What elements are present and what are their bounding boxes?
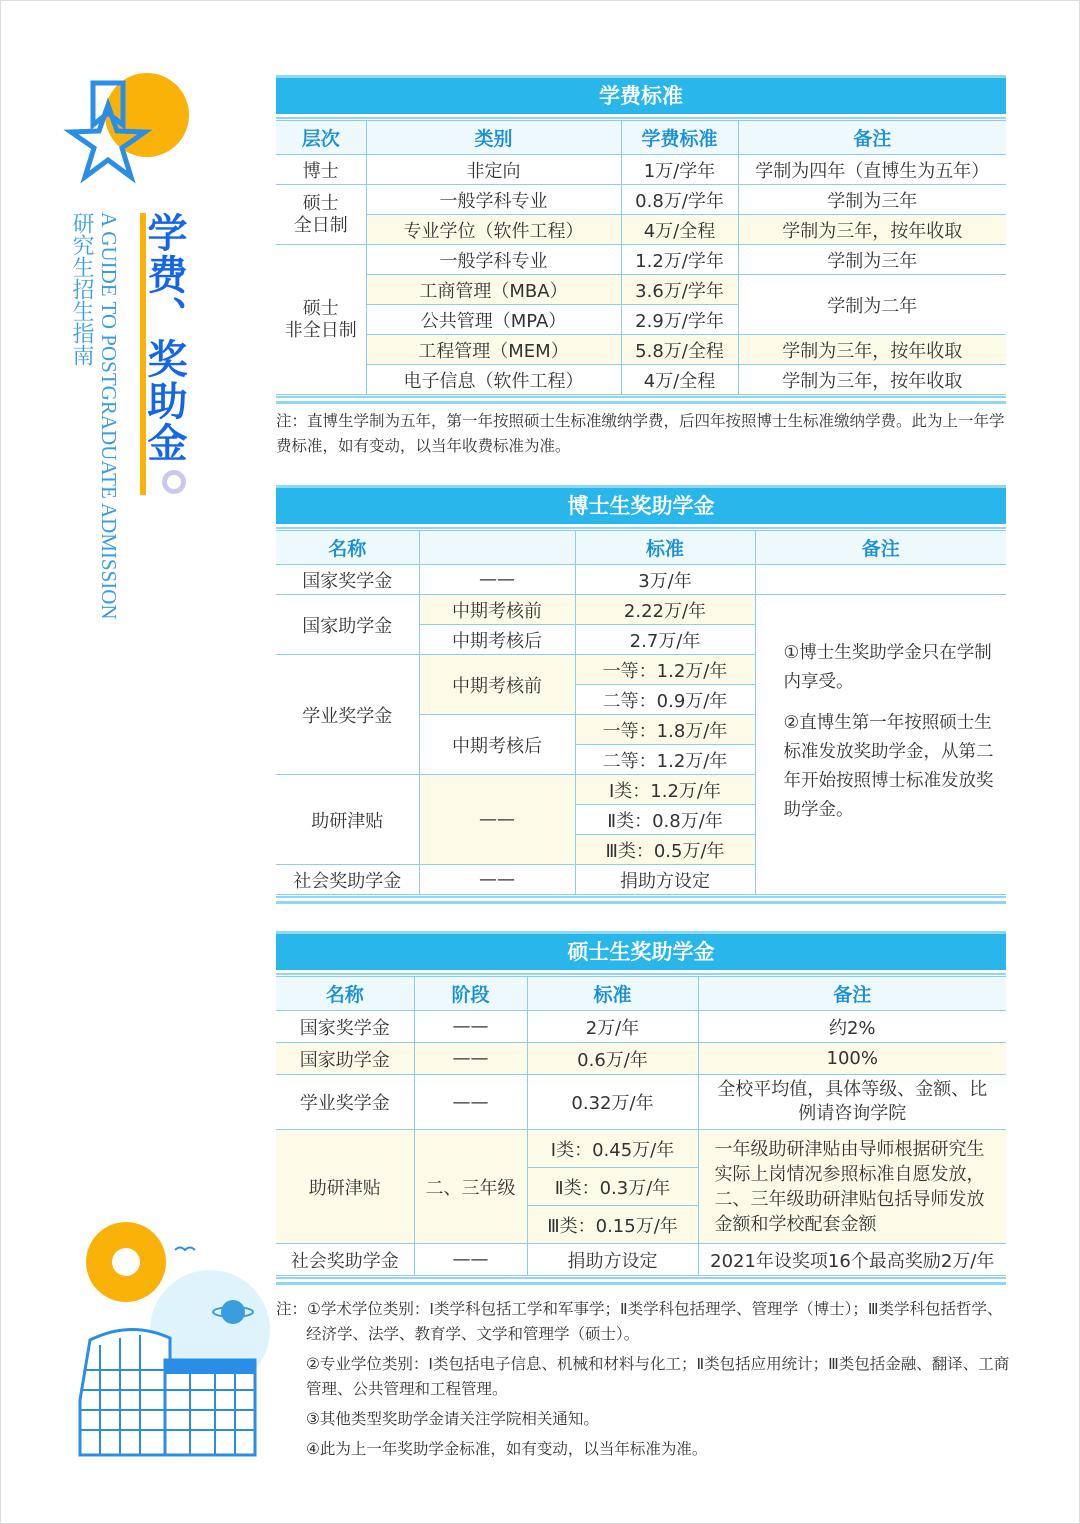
value-cell: Ⅲ类：0.5万/年 bbox=[575, 835, 755, 865]
tuition-table bbox=[276, 120, 1006, 395]
stage-cell: —— bbox=[419, 865, 575, 895]
fee-cell: 4万/全程 bbox=[621, 365, 738, 395]
scholarship-notes bbox=[276, 1297, 1011, 1462]
remark-cell: 约2% bbox=[698, 1011, 1006, 1043]
name-cell: 国家奖学金 bbox=[276, 565, 419, 595]
name-cell: 助研津贴 bbox=[276, 1130, 414, 1244]
stage-cell: 中期考核后 bbox=[419, 715, 575, 775]
value-cell: 3万/年 bbox=[575, 565, 755, 595]
category-cell: 一般学科专业 bbox=[366, 245, 621, 275]
table-header bbox=[276, 531, 1006, 565]
level-cell: 硕士 非全日制 bbox=[276, 245, 366, 395]
remark-cell: 学制为二年 bbox=[738, 275, 1006, 335]
stage-cell: 中期考核前 bbox=[419, 655, 575, 715]
master-section bbox=[276, 931, 1006, 1285]
tuition-section bbox=[276, 75, 1006, 404]
master-table bbox=[276, 976, 1006, 1276]
header-cell: 名称 bbox=[276, 531, 419, 565]
fee-cell: 1.2万/学年 bbox=[621, 245, 738, 275]
fee-cell: 0.8万/学年 bbox=[621, 185, 738, 215]
value-cell: 捐助方设定 bbox=[575, 865, 755, 895]
table-row bbox=[276, 595, 1006, 625]
value-cell: 一等：1.8万/年 bbox=[575, 715, 755, 745]
english-subtitle: A GUIDE TO POSTGRADUATE ADMISSION bbox=[97, 212, 121, 620]
remark-cell: 2021年设奖项16个最高奖励2万/年 bbox=[698, 1244, 1006, 1276]
value-cell: 捐助方设定 bbox=[527, 1244, 698, 1276]
stage-cell: —— bbox=[414, 1011, 527, 1043]
header-cell: 标准 bbox=[527, 977, 698, 1011]
value-cell: Ⅲ类：0.15万/年 bbox=[527, 1206, 698, 1244]
remark-cell: 学制为三年，按年收取 bbox=[738, 365, 1006, 395]
table-row bbox=[276, 1043, 1006, 1075]
fee-cell: 1万/学年 bbox=[621, 155, 738, 185]
guide-subtitle: 研究生招生指南 bbox=[69, 212, 94, 366]
table-row bbox=[276, 185, 1006, 215]
name-cell: 社会奖助学金 bbox=[276, 1244, 414, 1276]
name-cell: 学业奖学金 bbox=[276, 1075, 414, 1130]
value-cell: 2.22万/年 bbox=[575, 595, 755, 625]
table-row bbox=[276, 155, 1006, 185]
category-cell: 非定向 bbox=[366, 155, 621, 185]
name-cell: 国家助学金 bbox=[276, 595, 419, 655]
star-badge-icon bbox=[60, 65, 200, 195]
table-bottom-rule bbox=[276, 896, 1006, 904]
stage-cell: —— bbox=[419, 775, 575, 865]
table-header bbox=[276, 977, 1006, 1011]
remark-cell: 学制为三年，按年收取 bbox=[738, 215, 1006, 245]
note-item: ③其他类型奖助学金请关注学院相关通知。 bbox=[306, 1410, 599, 1428]
remark-text: ②直博生第一年按照硕士生标准发放奖助学金，从第二年开始按照博士标准发放奖助学金。 bbox=[783, 713, 994, 820]
category-cell: 专业学位（软件工程） bbox=[366, 215, 621, 245]
table-row bbox=[276, 1130, 1006, 1168]
remark-cell: 全校平均值，具体等级、金额、比例请咨询学院 bbox=[698, 1075, 1006, 1130]
remark-cell: 学制为四年（直博生为五年） bbox=[738, 155, 1006, 185]
master-title: 硕士生奖助学金 bbox=[276, 931, 1006, 970]
table-row bbox=[276, 245, 1006, 275]
value-cell: Ⅰ类：0.45万/年 bbox=[527, 1130, 698, 1168]
value-cell: 2.7万/年 bbox=[575, 625, 755, 655]
value-cell: 2万/年 bbox=[527, 1011, 698, 1043]
stage-cell: —— bbox=[414, 1043, 527, 1075]
header-cell: 备注 bbox=[738, 121, 1006, 155]
fee-cell: 5.8万/全程 bbox=[621, 335, 738, 365]
remark-cell bbox=[755, 595, 1006, 895]
name-cell: 国家奖学金 bbox=[276, 1011, 414, 1043]
tuition-note: 注：直博生学制为五年，第一年按照硕士生标准缴纳学费，后四年按照博士生标准缴纳学费。此为上一年学费标准，如有变动，以当年收费标准为准。 bbox=[276, 412, 1005, 455]
table-header bbox=[276, 121, 1006, 155]
table-row bbox=[276, 1075, 1006, 1130]
value-cell: 二等：1.2万/年 bbox=[575, 745, 755, 775]
remark-cell: 一年级助研津贴由导师根据研究生实际上岗情况参照标准自愿发放，二、三年级助研津贴包括导师发放金额和学校配套金额 bbox=[698, 1130, 1006, 1244]
header-cell: 阶段 bbox=[414, 977, 527, 1011]
stage-cell: 中期考核后 bbox=[419, 625, 575, 655]
phd-title: 博士生奖助学金 bbox=[276, 485, 1006, 524]
fee-cell: 3.6万/学年 bbox=[621, 275, 738, 305]
note-item: 注：①学术学位类别：Ⅰ类学科包括工学和军事学；Ⅱ类学科包括理学、管理学（博士）；Ⅲ类学科包括哲学、经济学、法学、教育学、文学和管理学（硕士）。 bbox=[276, 1300, 1003, 1343]
table-row bbox=[276, 335, 1006, 365]
table-bottom-rule bbox=[276, 396, 1006, 404]
category-cell: 公共管理（MPA） bbox=[366, 305, 621, 335]
value-cell: 0.6万/年 bbox=[527, 1043, 698, 1075]
stage-cell: 中期考核前 bbox=[419, 595, 575, 625]
header-cell: 层次 bbox=[276, 121, 366, 155]
value-cell: Ⅰ类：1.2万/年 bbox=[575, 775, 755, 805]
value-cell: Ⅱ类：0.8万/年 bbox=[575, 805, 755, 835]
note-item: ④此为上一年奖助学金标准，如有变动，以当年标准为准。 bbox=[306, 1440, 708, 1458]
category-cell: 工商管理（MBA） bbox=[366, 275, 621, 305]
header-cell: 备注 bbox=[698, 977, 1006, 1011]
header-cell: 学费标准 bbox=[621, 121, 738, 155]
table-row bbox=[276, 565, 1006, 595]
name-cell: 社会奖助学金 bbox=[276, 865, 419, 895]
category-cell: 一般学科专业 bbox=[366, 185, 621, 215]
table-row bbox=[276, 215, 1006, 245]
level-cell: 博士 bbox=[276, 155, 366, 185]
building-illustration-icon bbox=[60, 1220, 270, 1460]
value-cell: 二等：0.9万/年 bbox=[575, 685, 755, 715]
stage-cell: —— bbox=[414, 1075, 527, 1130]
fee-cell: 2.9万/学年 bbox=[621, 305, 738, 335]
ring-decoration bbox=[162, 470, 186, 494]
value-cell: 0.32万/年 bbox=[527, 1075, 698, 1130]
fee-cell: 4万/全程 bbox=[621, 215, 738, 245]
header-cell bbox=[419, 531, 575, 565]
stage-cell: —— bbox=[419, 565, 575, 595]
remark-cell: 学制为三年 bbox=[738, 185, 1006, 215]
table-row bbox=[276, 365, 1006, 395]
remark-cell: 学制为三年 bbox=[738, 245, 1006, 275]
name-cell: 助研津贴 bbox=[276, 775, 419, 865]
phd-table bbox=[276, 530, 1006, 895]
remark-cell: 学制为三年，按年收取 bbox=[738, 335, 1006, 365]
stage-cell: 二、三年级 bbox=[414, 1130, 527, 1244]
category-cell: 电子信息（软件工程） bbox=[366, 365, 621, 395]
header-cell: 名称 bbox=[276, 977, 414, 1011]
value-cell: 一等：1.2万/年 bbox=[575, 655, 755, 685]
name-cell: 学业奖学金 bbox=[276, 655, 419, 775]
table-row bbox=[276, 1011, 1006, 1043]
tuition-title: 学费标准 bbox=[276, 75, 1006, 114]
table-bottom-rule bbox=[276, 1277, 1006, 1285]
note-item: ②专业学位类别：Ⅰ类包括电子信息、机械和材料与化工；Ⅱ类包括应用统计；Ⅲ类包括金融、翻译、工商管理、公共管理和工程管理。 bbox=[306, 1355, 1010, 1398]
name-cell: 国家助学金 bbox=[276, 1043, 414, 1075]
stage-cell: —— bbox=[414, 1244, 527, 1276]
header-cell: 类别 bbox=[366, 121, 621, 155]
remark-cell: 100% bbox=[698, 1043, 1006, 1075]
phd-section bbox=[276, 485, 1006, 904]
header-cell: 标准 bbox=[575, 531, 755, 565]
remark-text: ①博士生奖助学金只在学制内享受。 bbox=[783, 643, 992, 692]
table-row bbox=[276, 275, 1006, 305]
table-row bbox=[276, 1244, 1006, 1276]
category-cell: 工程管理（MEM） bbox=[366, 335, 621, 365]
section-title: 学费、奖助金 bbox=[141, 212, 187, 464]
value-cell: Ⅱ类：0.3万/年 bbox=[527, 1168, 698, 1206]
header-cell: 备注 bbox=[755, 531, 1006, 565]
level-cell: 硕士 全日制 bbox=[276, 185, 366, 245]
remark-cell bbox=[755, 565, 1006, 595]
